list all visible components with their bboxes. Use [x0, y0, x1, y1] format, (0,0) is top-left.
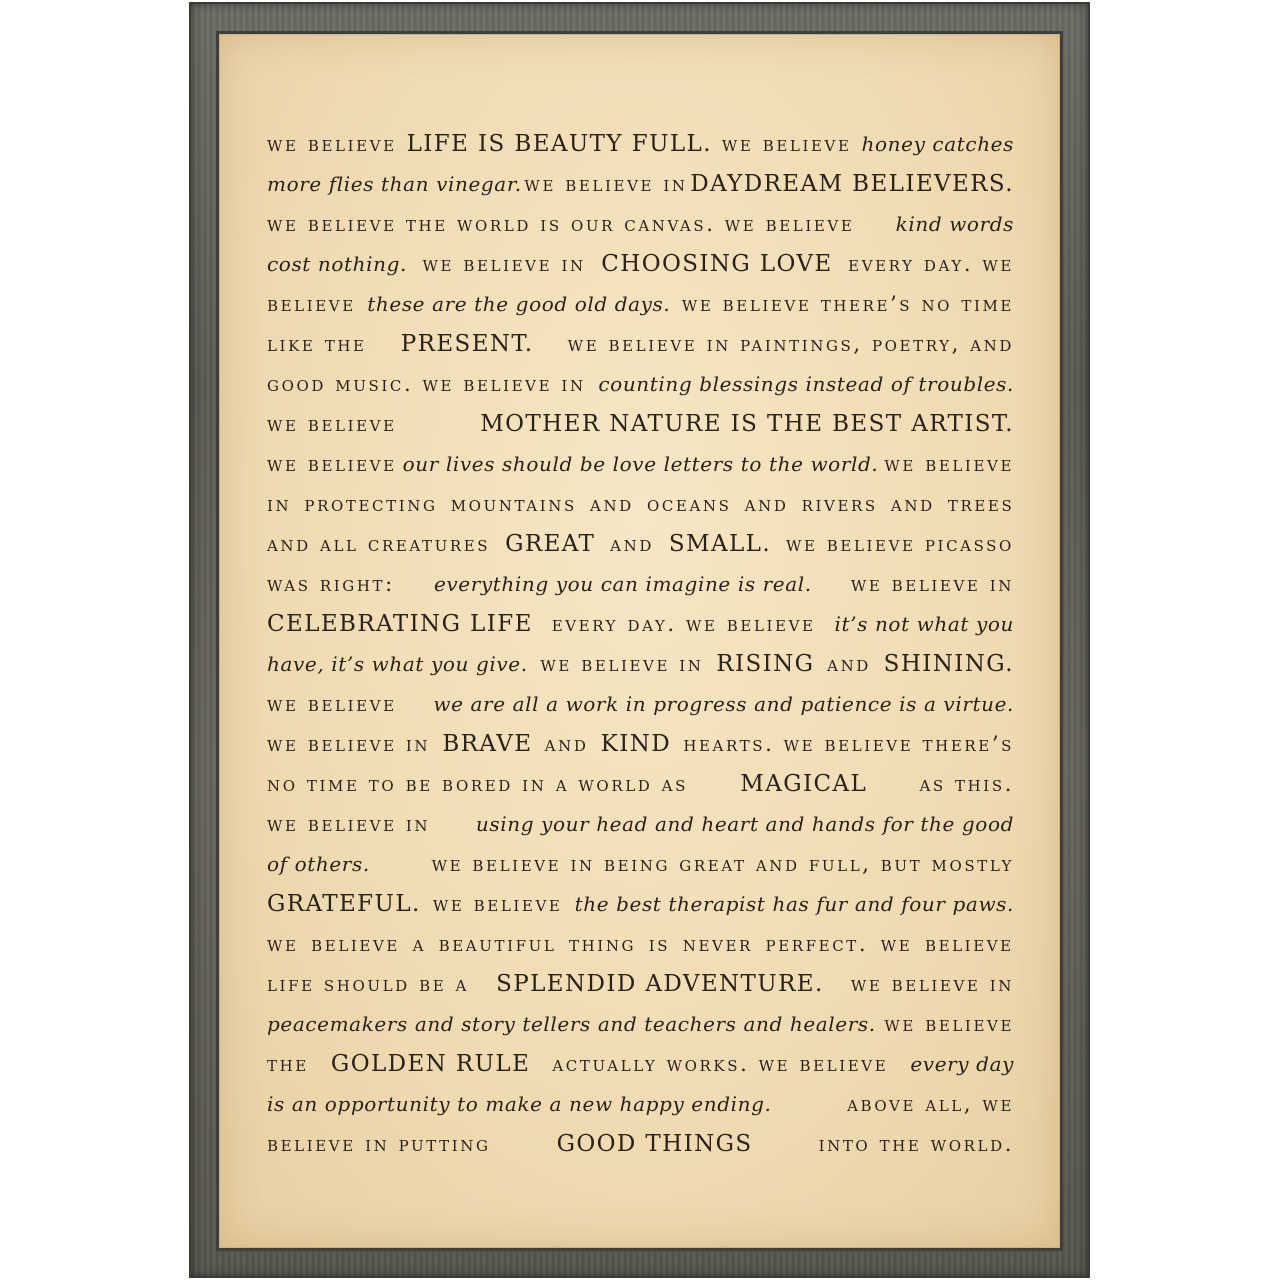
manifesto-line: [267, 444, 1014, 484]
manifesto-text: [267, 124, 1014, 1164]
emphasis-phrase: SPLENDID ADVENTURE.: [496, 971, 824, 997]
smallcaps-phrase: into the world.: [818, 1132, 1014, 1156]
smallcaps-phrase: was right:: [267, 572, 395, 596]
emphasis-phrase: RISING: [716, 651, 815, 677]
smallcaps-phrase: and: [544, 732, 589, 756]
smallcaps-phrase: believe: [267, 292, 356, 316]
smallcaps-phrase: and: [827, 652, 871, 676]
manifesto-line: [267, 564, 1014, 604]
manifesto-line: [267, 844, 1014, 884]
italic-phrase: cost nothing.: [267, 252, 407, 276]
manifesto-line: [267, 484, 1014, 524]
smallcaps-phrase: we believe: [884, 1012, 1014, 1036]
smallcaps-phrase: we believe in: [267, 732, 431, 756]
smallcaps-phrase: we believe in: [524, 172, 688, 196]
emphasis-phrase: GREAT: [505, 531, 596, 557]
italic-phrase: have, it’s what you give.: [267, 652, 528, 676]
smallcaps-phrase: the: [267, 1052, 309, 1076]
italic-phrase: our lives should be love letters to the world.: [402, 452, 879, 476]
smallcaps-phrase: we believe: [884, 452, 1014, 476]
emphasis-phrase: CELEBRATING LIFE: [267, 611, 533, 637]
smallcaps-phrase: actually works. we believe: [552, 1052, 889, 1076]
smallcaps-phrase: good music. we believe in: [267, 372, 586, 396]
italic-phrase: kind words: [895, 212, 1014, 236]
manifesto-line: [267, 1044, 1014, 1084]
manifesto-line: [267, 804, 1014, 844]
manifesto-line: [267, 1124, 1014, 1164]
emphasis-phrase: KIND: [600, 731, 672, 757]
emphasis-phrase: DAYDREAM BELIEVERS.: [690, 171, 1014, 197]
emphasis-phrase: GOOD THINGS: [556, 1131, 753, 1157]
smallcaps-phrase: we believe: [267, 412, 397, 436]
emphasis-phrase: SMALL.: [668, 531, 772, 557]
smallcaps-phrase: we believe: [267, 452, 397, 476]
emphasis-phrase: MAGICAL: [740, 771, 868, 797]
italic-phrase: of others.: [267, 852, 370, 876]
emphasis-phrase: LIFE IS BEAUTY FULL.: [406, 131, 712, 157]
manifesto-line: [267, 324, 1014, 364]
manifesto-line: [267, 684, 1014, 724]
italic-phrase: using your head and heart and hands for the good: [475, 812, 1014, 836]
smallcaps-phrase: we believe in: [850, 972, 1014, 996]
smallcaps-phrase: hearts. we believe there’s: [683, 732, 1014, 756]
emphasis-phrase: CHOOSING LOVE: [601, 251, 833, 277]
manifesto-line: [267, 724, 1014, 764]
wooden-frame: [189, 2, 1090, 1278]
smallcaps-phrase: above all, we: [847, 1092, 1014, 1116]
manifesto-line: [267, 1004, 1014, 1044]
italic-phrase: these are the good old days.: [367, 292, 671, 316]
smallcaps-phrase: we believe in: [422, 252, 586, 276]
smallcaps-phrase: every day. we: [848, 252, 1014, 276]
manifesto-line: [267, 524, 1014, 564]
manifesto-line: [267, 404, 1014, 444]
italic-phrase: it’s not what you: [834, 612, 1014, 636]
emphasis-phrase: BRAVE: [442, 731, 533, 757]
smallcaps-phrase: we believe in: [540, 652, 704, 676]
italic-phrase: honey catches: [861, 132, 1014, 156]
smallcaps-phrase: we believe the world is our canvas. we believe: [267, 212, 855, 236]
smallcaps-phrase: like the: [267, 332, 367, 356]
italic-phrase: everything you can imagine is real.: [433, 572, 812, 596]
manifesto-line: [267, 884, 1014, 924]
manifesto-line: [267, 644, 1014, 684]
italic-phrase: more flies than vinegar.: [267, 172, 522, 196]
manifesto-line: [267, 164, 1014, 204]
emphasis-phrase: GRATEFUL.: [267, 891, 421, 917]
smallcaps-phrase: we believe: [721, 132, 852, 156]
smallcaps-phrase: we believe in paintings, poetry, and: [567, 332, 1014, 356]
smallcaps-phrase: we believe in being great and full, but mostly: [431, 852, 1014, 876]
smallcaps-phrase: no time to be bored in a world as: [267, 772, 688, 796]
manifesto-line: [267, 604, 1014, 644]
italic-phrase: the best therapist has fur and four paws.: [574, 892, 1014, 916]
smallcaps-phrase: we believe picasso: [785, 532, 1014, 556]
manifesto-line: [267, 204, 1014, 244]
manifesto-line: [267, 964, 1014, 1004]
smallcaps-phrase: every day. we believe: [551, 612, 816, 636]
emphasis-phrase: GOLDEN RULE: [330, 1051, 531, 1077]
smallcaps-phrase: life should be a: [267, 972, 469, 996]
italic-phrase: counting blessings instead of troubles.: [598, 372, 1014, 396]
smallcaps-phrase: we believe: [432, 892, 563, 916]
italic-phrase: every day: [910, 1052, 1014, 1076]
manifesto-line: [267, 124, 1014, 164]
italic-phrase: we are all a work in progress and patience is a virtue.: [433, 692, 1014, 716]
smallcaps-phrase: we believe in: [850, 572, 1014, 596]
italic-phrase: peacemakers and story tellers and teachers and healers.: [267, 1012, 876, 1036]
emphasis-phrase: MOTHER NATURE IS THE BEST ARTIST.: [480, 411, 1014, 437]
smallcaps-phrase: we believe there’s no time: [681, 292, 1014, 316]
smallcaps-phrase: and all creatures: [267, 532, 491, 556]
manifesto-line: [267, 764, 1014, 804]
poster-paper: [219, 34, 1060, 1248]
italic-phrase: is an opportunity to make a new happy ending.: [267, 1092, 772, 1116]
smallcaps-phrase: believe in putting: [267, 1132, 491, 1156]
manifesto-line: [267, 1084, 1014, 1124]
manifesto-line: [267, 364, 1014, 404]
manifesto-line: [267, 244, 1014, 284]
smallcaps-phrase: in protecting mountains and oceans and rivers and trees: [267, 492, 1015, 516]
smallcaps-phrase: as this.: [919, 772, 1014, 796]
smallcaps-phrase: we believe in: [267, 812, 431, 836]
emphasis-phrase: PRESENT.: [400, 331, 534, 357]
smallcaps-phrase: and: [610, 532, 654, 556]
smallcaps-phrase: we believe: [267, 132, 397, 156]
manifesto-line: [267, 924, 1014, 964]
smallcaps-phrase: we believe: [267, 692, 397, 716]
smallcaps-phrase: we believe a beautiful thing is never perfect. we believe: [267, 932, 1014, 956]
emphasis-phrase: SHINING.: [883, 651, 1014, 677]
manifesto-line: [267, 284, 1014, 324]
